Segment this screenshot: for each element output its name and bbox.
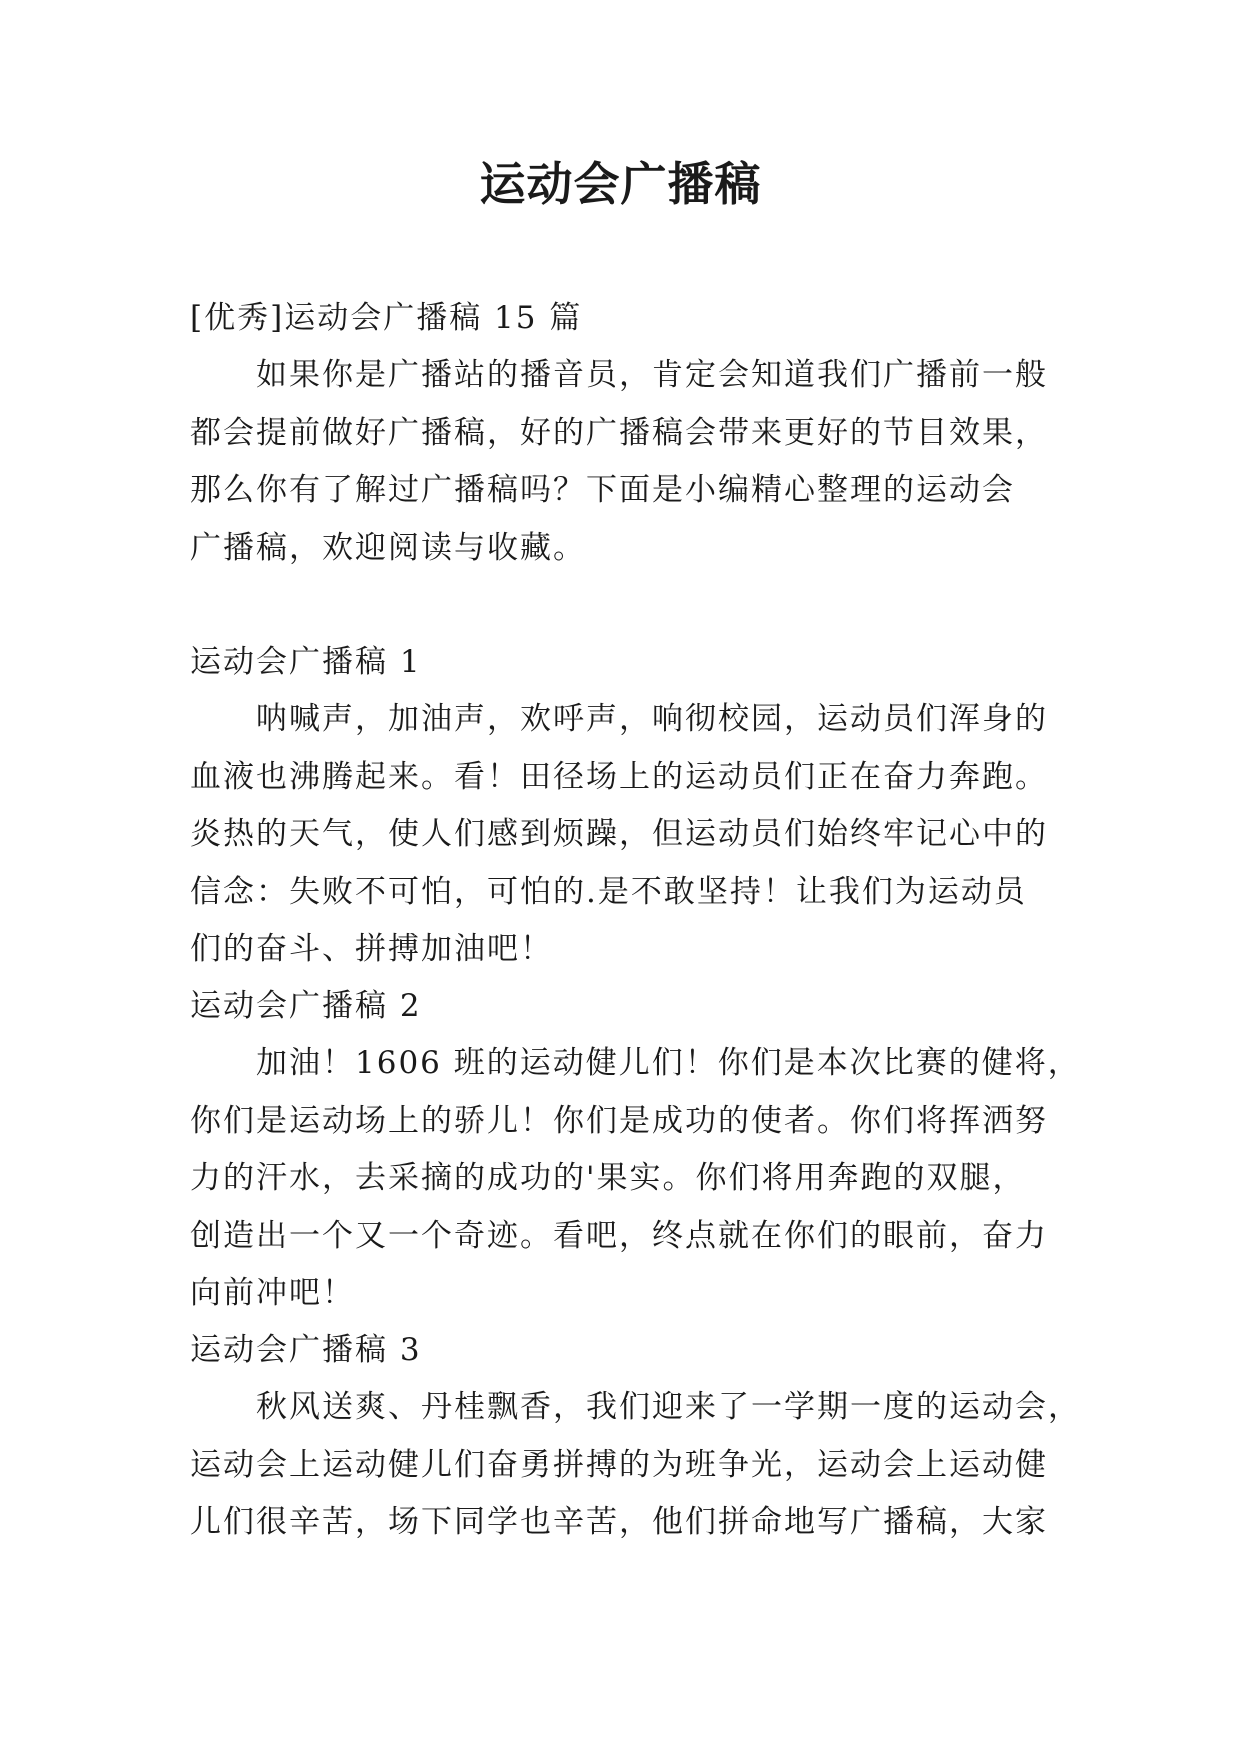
section-3-line-3: 儿们很辛苦，场下同学也辛苦，他们拼命地写广播稿，大家: [190, 1504, 1048, 1540]
section-1-line-4: 信念：失败不可怕，可怕的.是不敢坚持！让我们为运动员: [190, 874, 1027, 910]
section-1-line-2: 血液也沸腾起来。看！田径场上的运动员们正在奋力奔跑。: [190, 759, 1048, 795]
intro-line-3: 那么你有了解过广播稿吗？下面是小编精心整理的运动会: [190, 472, 1015, 508]
intro-line-2: 都会提前做好广播稿，好的广播稿会带来更好的节目效果，: [190, 415, 1048, 451]
section-2-line-1: 加油！1606 班的运动健儿们！你们是本次比赛的健将，: [256, 1045, 1081, 1081]
section-2-heading: 运动会广播稿 2: [190, 988, 422, 1024]
section-1-heading: 运动会广播稿 1: [190, 644, 422, 680]
section-1-line-5: 们的奋斗、拼搏加油吧！: [190, 931, 553, 967]
document-title: 运动会广播稿: [479, 157, 762, 211]
section-3-line-2: 运动会上运动健儿们奋勇拼搏的为班争光，运动会上运动健: [190, 1447, 1048, 1483]
intro-line-1: 如果你是广播站的播音员，肯定会知道我们广播前一般: [256, 357, 1048, 393]
intro-line-4: 广播稿，欢迎阅读与收藏。: [190, 530, 586, 566]
section-1-line-3: 炎热的天气，使人们感到烦躁，但运动员们始终牢记心中的: [190, 816, 1048, 852]
section-2-line-4: 创造出一个又一个奇迹。看吧，终点就在你们的眼前，奋力: [190, 1218, 1048, 1254]
section-2-line-3: 力的汗水，去采摘的成功的'果实。你们将用奔跑的双腿，: [190, 1160, 1026, 1196]
section-2-line-2: 你们是运动场上的骄儿！你们是成功的使者。你们将挥洒努: [190, 1103, 1048, 1139]
section-3-line-1: 秋风送爽、丹桂飘香，我们迎来了一学期一度的运动会，: [256, 1389, 1081, 1425]
document-subtitle: [优秀]运动会广播稿 15 篇: [190, 300, 583, 336]
section-2-line-5: 向前冲吧！: [190, 1275, 355, 1311]
section-1-line-1: 呐喊声，加油声，欢呼声，响彻校园，运动员们浑身的: [256, 701, 1048, 737]
section-3-heading: 运动会广播稿 3: [190, 1332, 422, 1368]
